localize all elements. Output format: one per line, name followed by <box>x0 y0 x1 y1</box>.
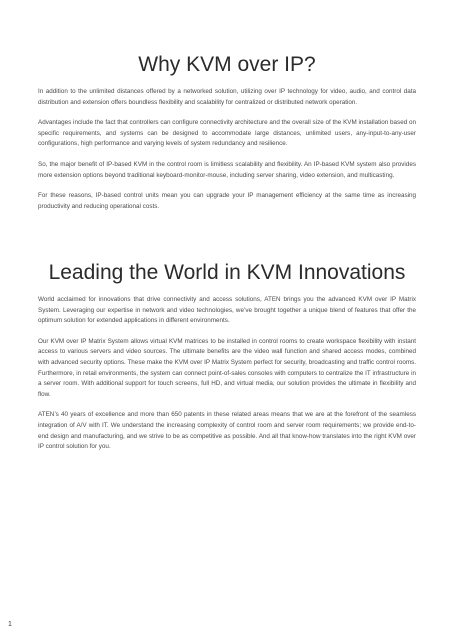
page-number: 1 <box>8 621 12 628</box>
body-paragraph: Advantages include the fact that controllers can configure connectivity architecture and the overall size of the KVM installation based on specific requirements, and systems can be designed to accommodate large distances, unlimited users, any-input-to-any-user configurations, high performance and varying levels of system redundancy and resilience. <box>38 119 416 148</box>
body-paragraph: World acclaimed for innovations that drive connectivity and access solutions, ATEN brings you the advanced KVM over IP Matrix System. Leveraging our expertise in network and video technologies, we’ve brought together a unique blend of features that offer the optimum solution for extended applications in different environments. <box>38 296 416 325</box>
body-paragraph: In addition to the unlimited distances offered by a networked solution, utilizing over IP technology for video, audio, and control data distribution and extension offers boundless flexibility and scalability for centralized or distributed network operation. <box>38 88 416 106</box>
section-heading: Why KVM over IP? <box>138 53 316 76</box>
body-paragraph: ATEN’s 40 years of excellence and more than 650 patents in these related areas means that we are at the forefront of the seamless integration of A/V with IT. We understand the increasing complexity of control room and server room requirements; we provide end-to-end design and manufacturing, and we strive to be as competitive as possible. And all that know-how translates into the right KVM over IP control solution for you. <box>38 411 416 451</box>
section-heading: Leading the World in KVM Innovations <box>48 261 406 284</box>
body-paragraph: Our KVM over IP Matrix System allows virtual KVM matrices to be installed in control rooms to create workspace flexibility with instant access to various servers and video sources. The ultimate benefits are the video wall function and shared access modes, combined with advanced security options. These make the KVM over IP Matrix System perfect for security, broadcasting and traffic control rooms. Furthermore, in retail environments, the system can connect point-of-sales consoles with computers to centralize the IT infrastructure in a server room. With additional support for touch screens, full HD, and virtual media, our solution provides the ultimate in flexibility and flow. <box>38 337 416 398</box>
kvm-innovations-section <box>38 260 416 463</box>
why-kvm-section <box>38 52 416 222</box>
body-paragraph: For these reasons, IP-based control units mean you can upgrade your IP management efficiency at the same time as increasing productivity and reducing operational costs. <box>38 192 416 210</box>
body-paragraph: So, the major benefit of IP-based KVM in the control room is limitless scalability and flexibility. An IP-based KVM system also provides more extension options beyond traditional keyboard-monitor-mouse, including server sharing, video extension, and multicasting. <box>38 160 416 179</box>
